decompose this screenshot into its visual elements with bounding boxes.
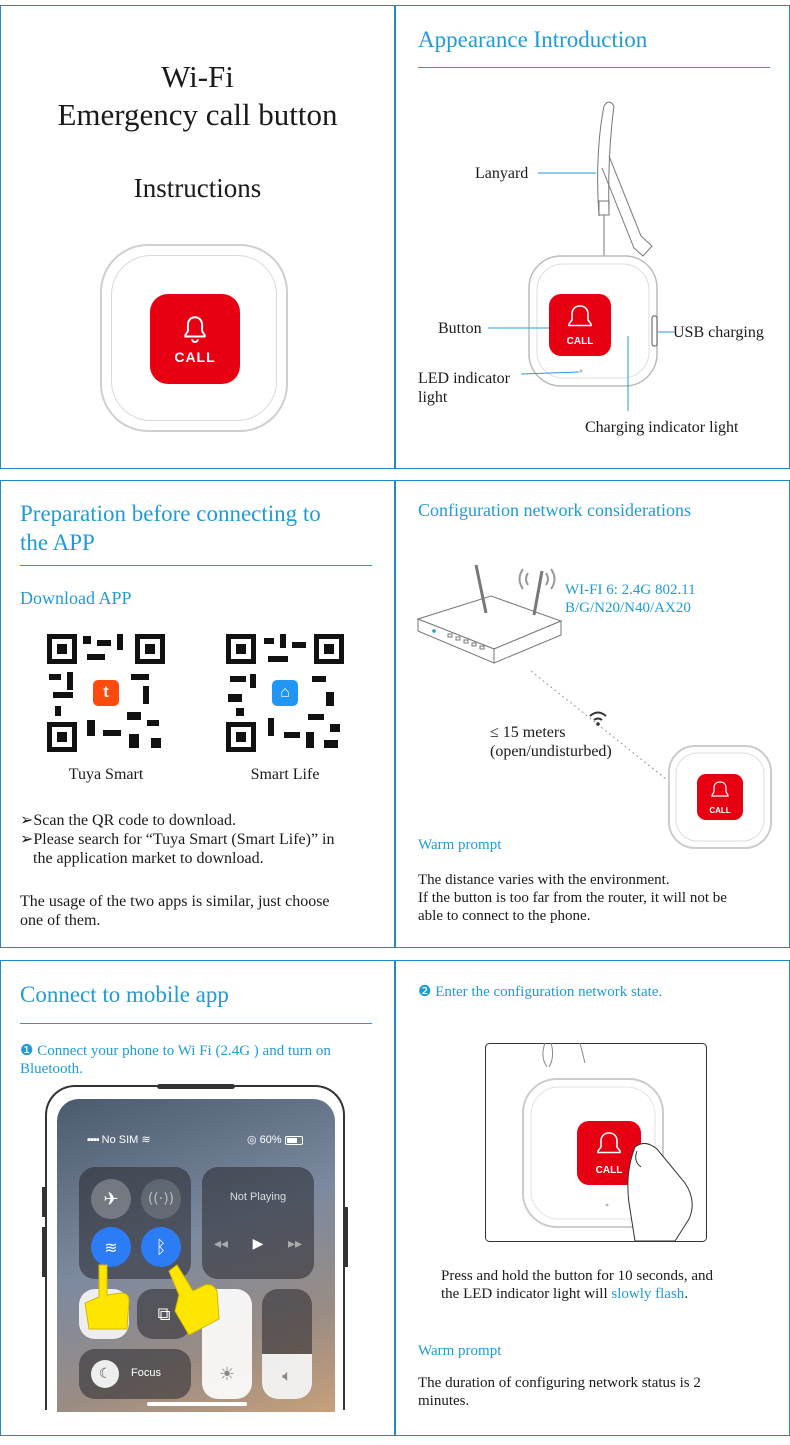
distance-line-2: (open/undisturbed) bbox=[490, 743, 612, 760]
warm-line-2: If the button is too far from the router, it will not be bbox=[418, 890, 727, 906]
now-playing-label: Not Playing bbox=[229, 1191, 287, 1203]
bullet-1-text: Scan the QR code to download. bbox=[33, 812, 237, 829]
usage-note bbox=[20, 892, 380, 930]
volume-icon: 🔈︎ bbox=[282, 1367, 292, 1385]
label-charging-indicator: Charging indicator light bbox=[585, 419, 739, 436]
title-line-2: Emergency call button bbox=[57, 97, 338, 132]
screen-mirroring-icon: ⧉ bbox=[157, 1303, 171, 1324]
step-2-text: ❷ Enter the configuration network state. bbox=[418, 984, 663, 1000]
usage-note-line-1: The usage of the two apps is similar, just choose bbox=[20, 893, 330, 910]
press-line-2 bbox=[441, 1285, 781, 1303]
preparation-heading bbox=[20, 499, 321, 557]
network-heading: Configuration network considerations bbox=[418, 500, 691, 520]
rotation-lock-icon: ◎ bbox=[247, 1134, 257, 1146]
cover-panel bbox=[0, 5, 395, 469]
press-line-2-a: the LED indicator light will bbox=[441, 1286, 612, 1302]
call-label: CALL bbox=[595, 1165, 623, 1176]
connect-heading: Connect to mobile app bbox=[20, 982, 229, 1007]
heading-divider bbox=[20, 565, 372, 566]
bell-icon bbox=[178, 313, 212, 347]
wifi-spec bbox=[565, 581, 696, 617]
control-center-screen bbox=[57, 1099, 335, 1412]
instructions-subtitle: Instructions bbox=[133, 173, 262, 203]
status-battery bbox=[247, 1133, 303, 1146]
arrow-bullet-icon: ➢ bbox=[20, 831, 34, 848]
tuya-smart-label: Tuya Smart bbox=[68, 766, 144, 783]
instruction-bullet-1 bbox=[20, 811, 380, 830]
download-app-heading: Download APP bbox=[20, 588, 132, 608]
focus-tile[interactable] bbox=[79, 1349, 191, 1399]
rewind-icon[interactable]: ◂◂ bbox=[214, 1235, 229, 1251]
warm-line-1: The duration of configuring network status is 2 bbox=[418, 1375, 701, 1391]
brightness-icon: ☀ bbox=[218, 1364, 236, 1384]
focus-label: Focus bbox=[131, 1367, 161, 1379]
network-panel bbox=[395, 480, 790, 948]
led-line-2: light bbox=[418, 389, 448, 406]
step-1-line-2: Bluetooth. bbox=[20, 1061, 83, 1077]
title-line-1: Wi-Fi bbox=[161, 59, 234, 94]
label-lanyard: Lanyard bbox=[475, 165, 529, 182]
wifi-toggle[interactable]: ≋ bbox=[91, 1227, 131, 1267]
warm-prompt-heading: Warm prompt bbox=[418, 837, 502, 853]
heading-divider bbox=[20, 1023, 372, 1024]
warm-prompt-text bbox=[418, 871, 778, 925]
wifi-spec-line-1: WI-FI 6: 2.4G 802.11 bbox=[565, 582, 696, 598]
press-instruction bbox=[441, 1267, 781, 1303]
play-icon[interactable]: ▶ bbox=[252, 1235, 264, 1251]
preparation-panel bbox=[0, 480, 395, 948]
smart-life-label: Smart Life bbox=[250, 766, 320, 783]
battery-text: 60% bbox=[259, 1134, 282, 1146]
pointing-hand-icon bbox=[155, 1249, 225, 1339]
led-line-1: LED indicator bbox=[418, 370, 510, 387]
bullet-2-text-line-2: the application market to download. bbox=[33, 850, 264, 867]
configuration-state-panel bbox=[395, 960, 790, 1436]
warm-prompt-text bbox=[418, 1374, 778, 1410]
svg-text:CALL: CALL bbox=[566, 336, 594, 347]
carrier-text: No SIM bbox=[101, 1134, 139, 1146]
step-1-text bbox=[20, 1042, 385, 1078]
tuya-app-icon: t bbox=[91, 678, 121, 708]
appearance-heading: Appearance Introduction bbox=[418, 27, 648, 52]
instruction-list bbox=[20, 811, 380, 868]
instruction-bullet-2 bbox=[20, 830, 380, 849]
airplane-mode-toggle[interactable]: ✈ bbox=[91, 1179, 131, 1219]
preparation-heading-line-2: the APP bbox=[20, 530, 95, 555]
slowly-flash-highlight: slowly flash bbox=[611, 1286, 685, 1302]
call-button-graphic bbox=[150, 294, 240, 384]
press-line-2-c: . bbox=[684, 1286, 689, 1302]
battery-icon bbox=[285, 1136, 303, 1145]
appearance-panel bbox=[395, 5, 790, 469]
pointing-hand-icon bbox=[77, 1257, 137, 1337]
wifi-spec-line-2: B/G/N20/N40/AX20 bbox=[565, 600, 691, 616]
forward-icon[interactable]: ▸▸ bbox=[287, 1235, 302, 1251]
press-line-1: Press and hold the button for 10 seconds, and bbox=[441, 1268, 714, 1284]
media-controls bbox=[214, 1235, 302, 1252]
signal-icon: ▪▪▪▪ bbox=[87, 1134, 99, 1146]
call-label: CALL bbox=[174, 349, 216, 365]
warm-line-1: The distance varies with the environment. bbox=[418, 872, 670, 888]
press-button-illustration bbox=[485, 1043, 707, 1243]
status-carrier bbox=[87, 1133, 151, 1146]
volume-slider[interactable] bbox=[262, 1289, 312, 1399]
cellular-toggle[interactable]: ((·)) bbox=[141, 1179, 181, 1219]
preparation-heading-line-1: Preparation before connecting to bbox=[20, 501, 321, 526]
bullet-2-text-line-1: Please search for “Tuya Smart (Smart Life)” in bbox=[33, 831, 335, 848]
distance-spec bbox=[490, 723, 612, 761]
smart-life-app-icon: ⌂ bbox=[270, 678, 300, 708]
label-button: Button bbox=[438, 320, 482, 337]
heading-divider bbox=[418, 67, 770, 68]
product-title bbox=[1, 58, 394, 134]
qr-code-smart-life[interactable] bbox=[226, 634, 344, 752]
warm-line-2: minutes. bbox=[418, 1393, 470, 1409]
moon-icon: ☾ bbox=[91, 1360, 119, 1388]
warm-prompt-heading: Warm prompt bbox=[418, 1343, 502, 1359]
distance-line-1: ≤ 15 meters bbox=[490, 724, 566, 741]
device-illustration bbox=[100, 244, 288, 432]
usage-note-line-2: one of them. bbox=[20, 912, 101, 929]
label-usb-charging: USB charging bbox=[673, 324, 764, 341]
phone-mockup bbox=[45, 1085, 345, 1410]
qr-code-tuya-smart[interactable] bbox=[47, 634, 165, 752]
warm-line-3: able to connect to the phone. bbox=[418, 908, 591, 924]
bluetooth-toggle[interactable]: ᛒ bbox=[141, 1227, 181, 1267]
step-1-line-1: ❶ Connect your phone to Wi Fi (2.4G ) and turn on bbox=[20, 1043, 331, 1059]
wifi-status-icon: ≋ bbox=[141, 1134, 151, 1146]
label-led-indicator bbox=[418, 369, 510, 407]
call-label: CALL bbox=[709, 806, 731, 815]
arrow-bullet-icon: ➢ bbox=[20, 812, 34, 829]
